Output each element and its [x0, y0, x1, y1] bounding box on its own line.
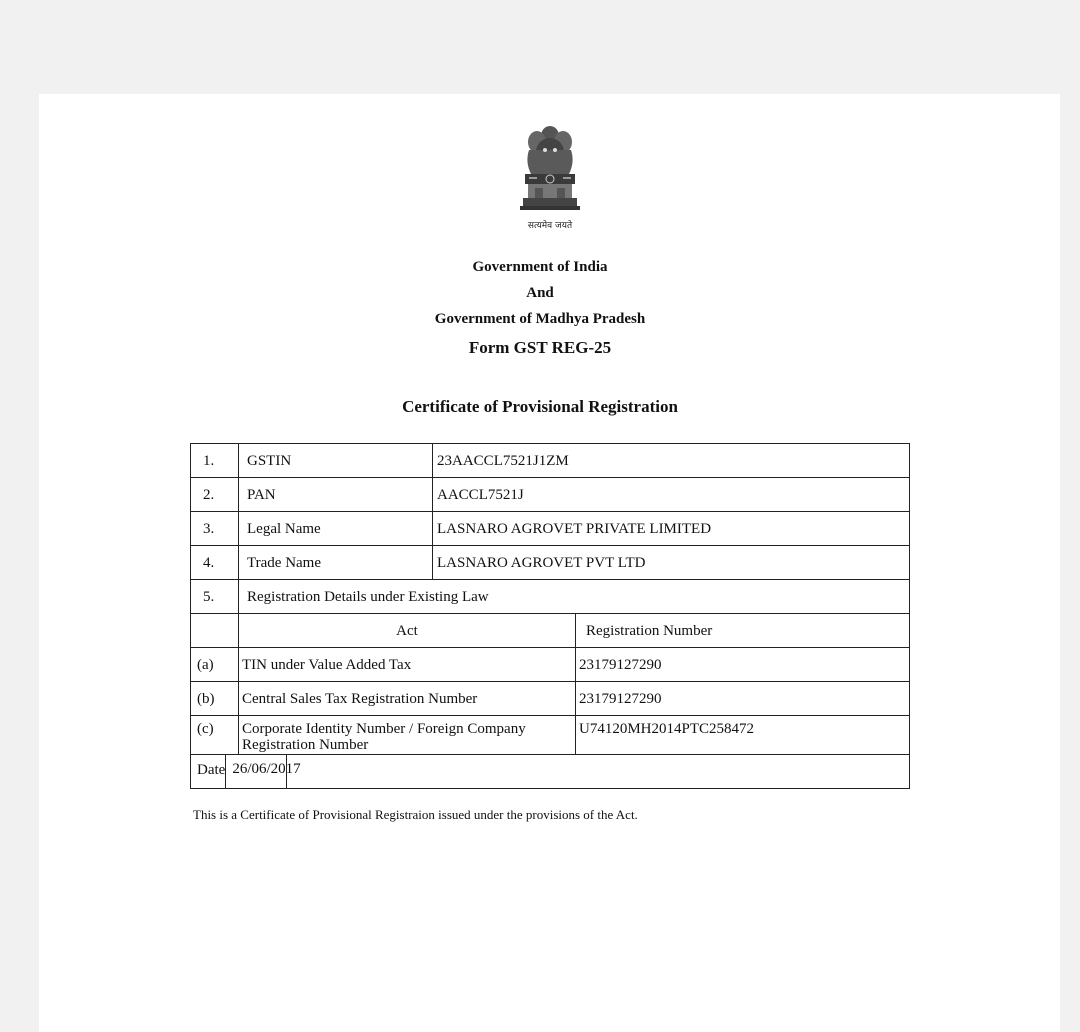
- row-number: 2.: [191, 478, 239, 512]
- date-row: [191, 755, 910, 789]
- row-value-legal-name: LASNARO AGROVET PRIVATE LIMITED: [433, 512, 910, 546]
- act-name: Central Sales Tax Registration Number: [239, 682, 576, 716]
- row-number: 3.: [191, 512, 239, 546]
- row-number: (c): [191, 716, 239, 755]
- national-emblem-icon: [515, 122, 585, 214]
- registration-number: 23179127290: [576, 648, 910, 682]
- header-and: And: [526, 285, 554, 301]
- date-blank: [287, 755, 910, 789]
- row-number: 4.: [191, 546, 239, 580]
- emblem: [490, 122, 610, 234]
- row-label: GSTIN: [239, 444, 433, 478]
- row-number: (b): [191, 682, 239, 716]
- row-value-gstin: 23AACCL7521J1ZM: [433, 444, 910, 478]
- certificate-title: Certificate of Provisional Registration: [402, 397, 678, 416]
- row-value-pan: AACCL7521J: [433, 478, 910, 512]
- registration-table: [190, 443, 910, 789]
- table-row: [191, 444, 910, 478]
- form-number: Form GST REG-25: [468, 338, 612, 357]
- emblem-motto: सत्यमेव जयते: [527, 221, 573, 231]
- table-row: [191, 716, 910, 755]
- footer-note: This is a Certificate of Provisional Registraion issued under the provisions of the Act.: [193, 807, 638, 822]
- registration-number: U74120MH2014PTC258472: [576, 716, 910, 755]
- date-label: Date: [191, 755, 226, 788]
- header-state-government: Government of Madhya Pradesh: [434, 311, 646, 327]
- table-row: [191, 682, 910, 716]
- row-label: Trade Name: [239, 546, 433, 580]
- table-row: [191, 512, 910, 546]
- row-number: (a): [191, 648, 239, 682]
- header-government-of-india: Government of India: [472, 259, 608, 275]
- table-row: [191, 478, 910, 512]
- row-label: Legal Name: [239, 512, 433, 546]
- date-value: 26/06/2017: [232, 761, 301, 777]
- row-label: PAN: [239, 478, 433, 512]
- column-header-act: Act: [239, 614, 576, 648]
- blank-cell: [191, 614, 239, 648]
- date-label-cell: [191, 755, 301, 789]
- act-name: Corporate Identity Number / Foreign Company Registration Number: [239, 716, 576, 755]
- act-name: TIN under Value Added Tax: [239, 648, 576, 682]
- table-row: [191, 648, 910, 682]
- section-label: Registration Details under Existing Law: [239, 580, 910, 614]
- column-header-registration-number: Registration Number: [576, 614, 910, 648]
- table-row: [191, 580, 910, 614]
- row-number: 5.: [191, 580, 239, 614]
- row-number: 1.: [191, 444, 239, 478]
- table-header-row: [191, 614, 910, 648]
- registration-number: 23179127290: [576, 682, 910, 716]
- row-value-trade-name: LASNARO AGROVET PVT LTD: [433, 546, 910, 580]
- table-row: [191, 546, 910, 580]
